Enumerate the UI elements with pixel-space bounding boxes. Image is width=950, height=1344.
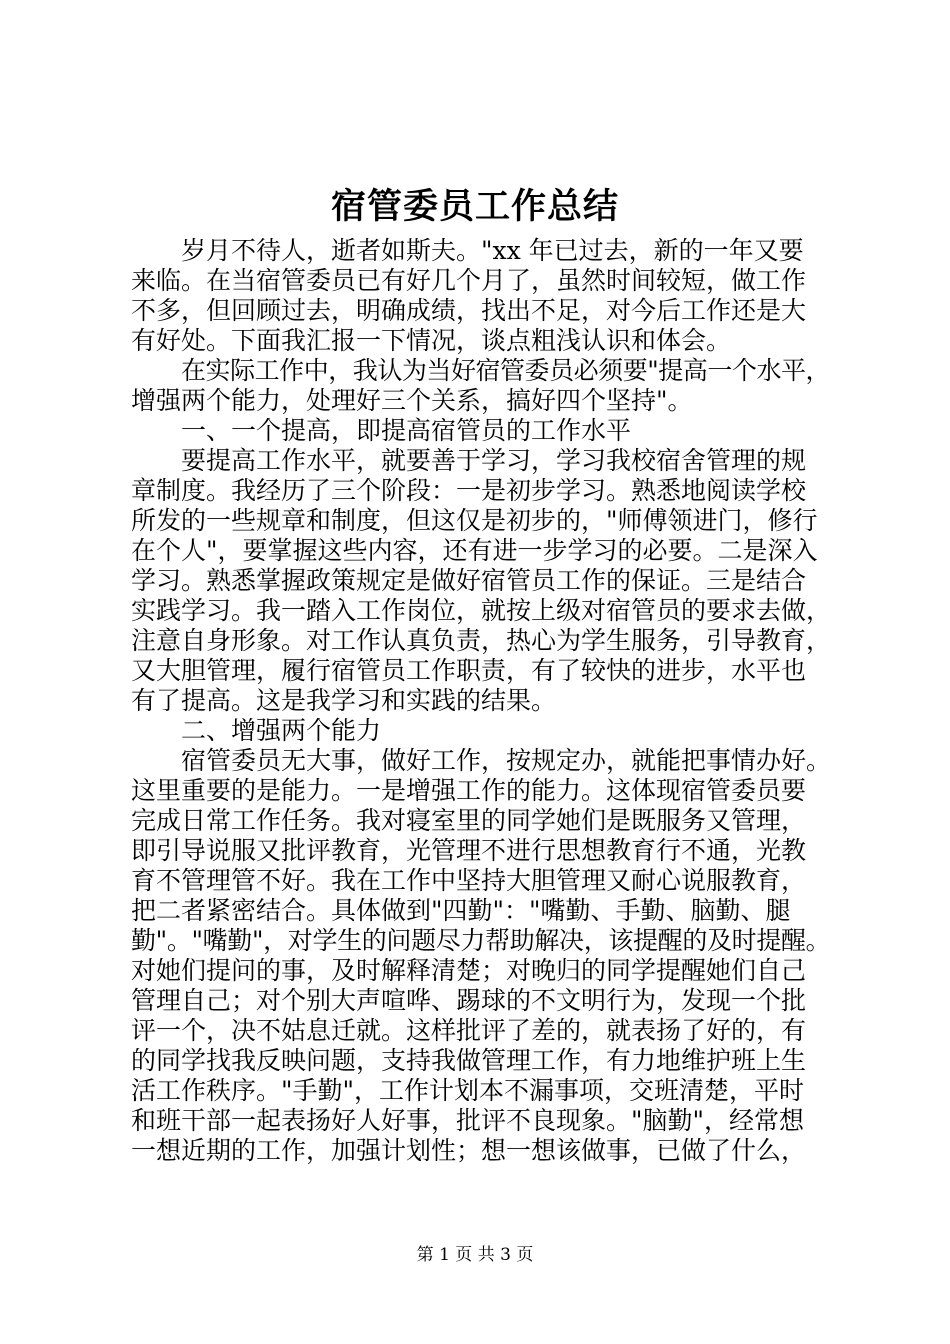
paragraph-line: 不多，但回顾过去，明确成绩，找出不足，对今后工作还是大 [131,296,807,325]
paragraph-line: 实践学习。我一踏入工作岗位，就按上级对宿管员的要求去做， [131,596,832,625]
paragraph-line: 把二者紧密结合。具体做到"四勤"："嘴勤、手勤、脑勤、腿 [131,896,791,925]
paragraph-line: 又大胆管理，履行宿管员工作职责，有了较快的进步，水平也 [131,656,807,685]
paragraph-line: 学习。熟悉掌握政策规定是做好宿管员工作的保证。三是结合 [131,566,807,595]
paragraph-first-line: 要提高工作水平，就要善于学习，学习我校宿舍管理的规 [181,446,807,475]
paragraph-line: 和班干部一起表扬好人好事，批评不良现象。"脑勤"，经常想 [131,1106,805,1135]
paragraph-line: 有了提高。这是我学习和实践的结果。 [131,686,557,715]
paragraph-first-line: 宿管委员无大事，做好工作，按规定办，就能把事情办好。 [181,746,832,775]
paragraph-line: 育不管理管不好。我在工作中坚持大胆管理又耐心说服教育， [131,866,807,895]
paragraph-first-line: 在实际工作中，我认为当好宿管委员必须要"提高一个水平， [181,356,831,385]
paragraph-line: 在个人"，要掌握这些内容，还有进一步学习的必要。二是深入 [131,536,818,565]
paragraph-first-line: 一、一个提高，即提高宿管员的工作水平 [181,416,632,445]
paragraph-line: 来临。在当宿管委员已有好几个月了，虽然时间较短，做工作 [131,266,807,295]
paragraph-line: 章制度。我经历了三个阶段：一是初步学习。熟悉地阅读学校 [131,476,807,505]
document-body [131,236,831,1166]
paragraph-line: 勤"。"嘴勤"，对学生的问题尽力帮助解决，该提醒的及时提醒。 [131,926,831,955]
page-footer: 第 1 页 共 3 页 [416,1245,534,1265]
document-title: 宿管委员工作总结 [330,186,619,227]
paragraph-line: 注意自身形象。对工作认真负责，热心为学生服务，引导教育， [131,626,832,655]
paragraph-line: 对她们提问的事，及时解释清楚；对晚归的同学提醒她们自己 [131,956,807,985]
paragraph-line: 评一个，决不姑息迁就。这样批评了差的，就表扬了好的，有 [131,1016,807,1045]
paragraph-line: 即引导说服又批评教育，光管理不进行思想教育行不通，光教 [131,836,807,865]
paragraph-line: 一想近期的工作，加强计划性；想一想该做事，已做了什么， [131,1136,807,1165]
paragraph-line: 这里重要的是能力。一是增强工作的能力。这体现宿管委员要 [131,776,807,805]
paragraph-line: 所发的一些规章和制度，但这仅是初步的，"师傅领进门，修行 [131,506,818,535]
paragraph-line: 有好处。下面我汇报一下情况，谈点粗浅认识和体会。 [131,326,732,355]
paragraph-line: 活工作秩序。"手勤"，工作计划本不漏事项，交班清楚，平时 [131,1076,805,1105]
paragraph-line: 管理自己；对个别大声喧哗、踢球的不文明行为，发现一个批 [131,986,807,1015]
paragraph-first-line: 二、增强两个能力 [181,716,382,745]
paragraph-line: 的同学找我反映问题，支持我做管理工作，有力地维护班上生 [131,1046,807,1075]
paragraph-line: 增强两个能力，处理好三个关系，搞好四个坚持"。 [131,386,693,415]
paragraph-line: 完成日常工作任务。我对寝室里的同学她们是既服务又管理， [131,806,807,835]
paragraph-first-line: 岁月不待人，逝者如斯夫。"xx 年已过去，新的一年又要 [181,236,804,265]
